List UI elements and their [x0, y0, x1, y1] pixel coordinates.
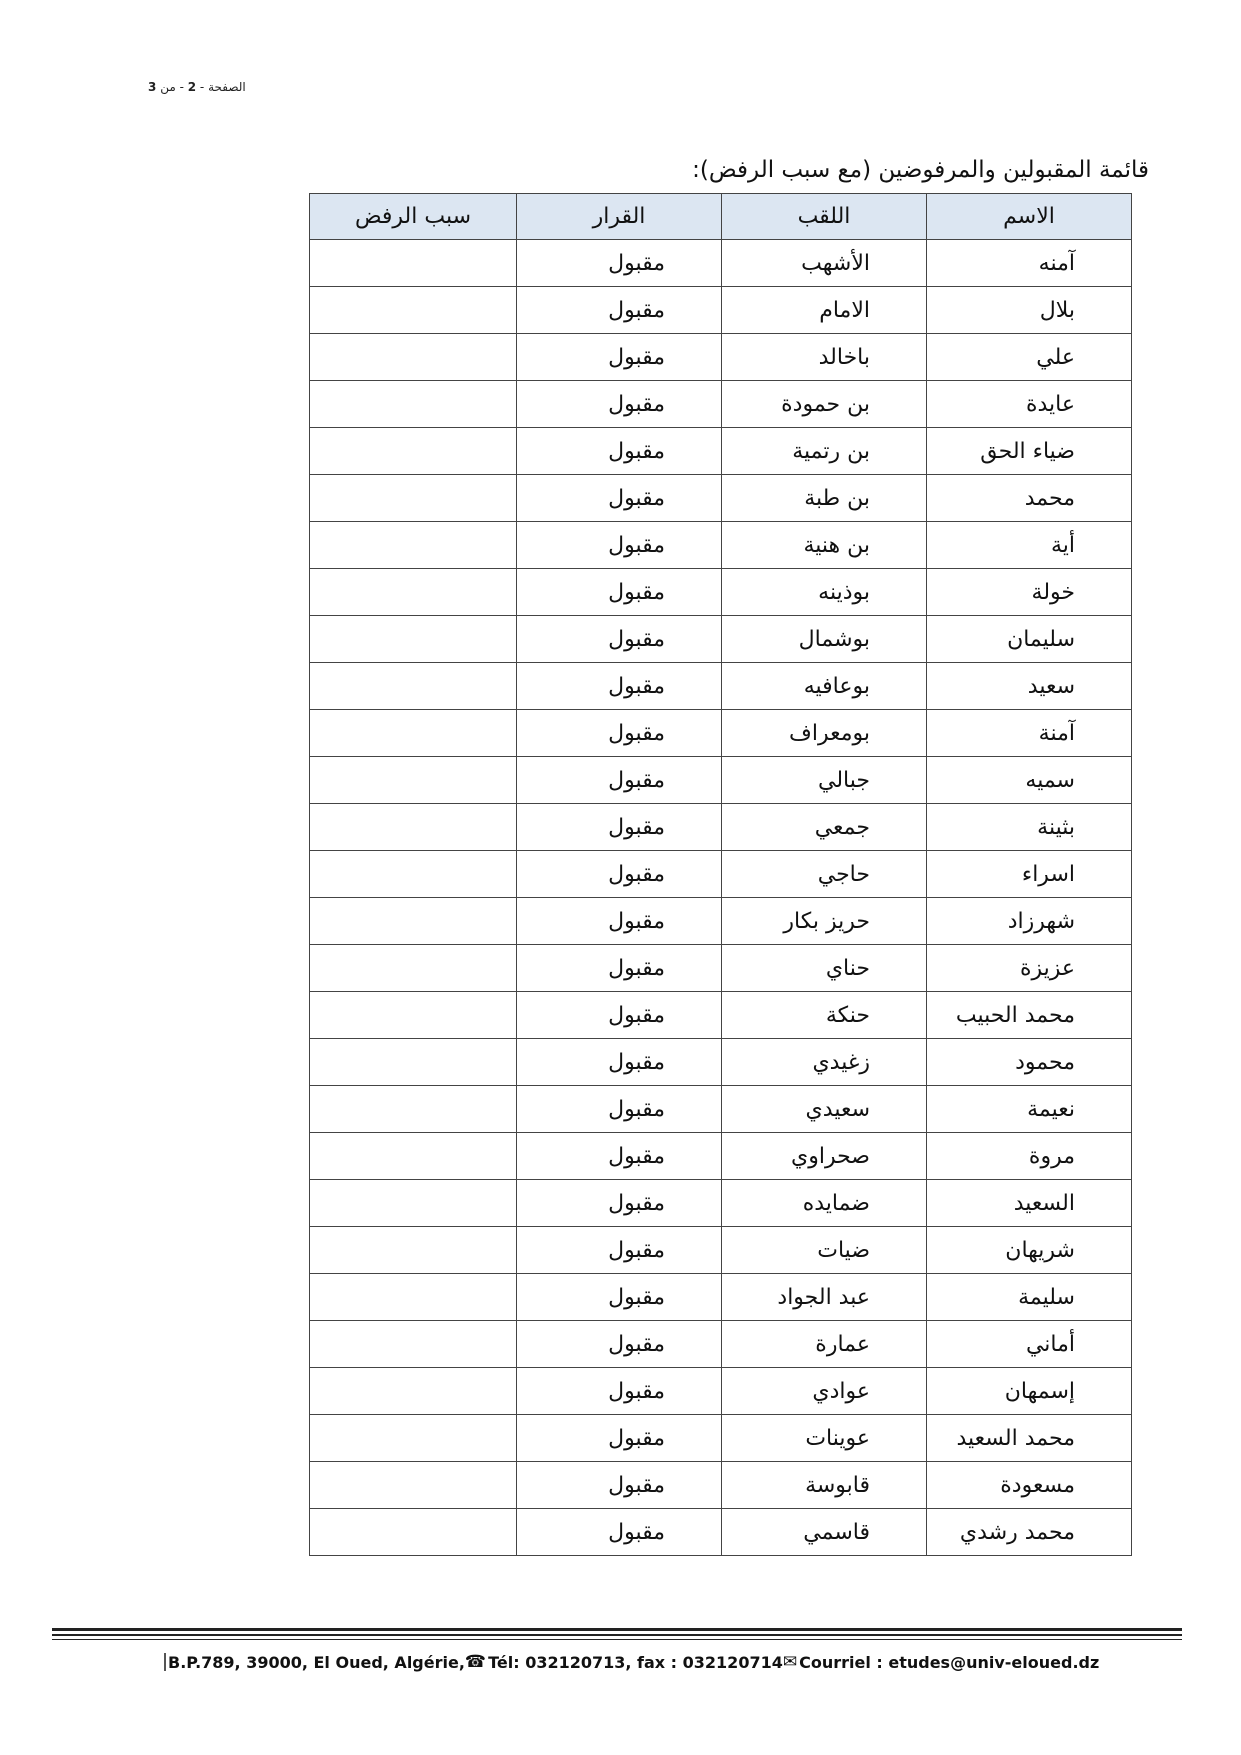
cell-name: شهرزاد — [927, 898, 1132, 945]
cell-reason — [310, 240, 517, 287]
cell-reason — [310, 804, 517, 851]
cell-decision: مقبول — [517, 804, 722, 851]
cell-reason — [310, 1180, 517, 1227]
table-row — [310, 616, 1132, 663]
cell-name: ضياء الحق — [927, 428, 1132, 475]
cell-name: أماني — [927, 1321, 1132, 1368]
cell-decision: مقبول — [517, 710, 722, 757]
cell-surname: باخالد — [722, 334, 927, 381]
page-number-prefix: الصفحة - — [199, 80, 246, 94]
cell-decision: مقبول — [517, 616, 722, 663]
cell-name: محمود — [927, 1039, 1132, 1086]
cell-reason — [310, 898, 517, 945]
cell-decision: مقبول — [517, 1227, 722, 1274]
table-row — [310, 1227, 1132, 1274]
envelope-icon: ✉ — [782, 1652, 798, 1672]
cell-reason — [310, 569, 517, 616]
cell-reason — [310, 1368, 517, 1415]
table-row — [310, 1509, 1132, 1556]
cell-name: مروة — [927, 1133, 1132, 1180]
cell-surname: قاسمي — [722, 1509, 927, 1556]
table-row — [310, 240, 1132, 287]
cell-surname: بن رتمية — [722, 428, 927, 475]
cell-surname: بوذينه — [722, 569, 927, 616]
cell-surname: زغيدي — [722, 1039, 927, 1086]
cell-reason — [310, 287, 517, 334]
table-row — [310, 475, 1132, 522]
header-name: الاسم — [927, 194, 1132, 240]
table-row — [310, 851, 1132, 898]
cell-surname: صحراوي — [722, 1133, 927, 1180]
table-row — [310, 1133, 1132, 1180]
cell-surname: بومعراف — [722, 710, 927, 757]
cell-name: بلال — [927, 287, 1132, 334]
cell-surname: بوشمال — [722, 616, 927, 663]
table-row — [310, 945, 1132, 992]
table-row — [310, 1462, 1132, 1509]
cell-reason — [310, 757, 517, 804]
cell-surname: عوينات — [722, 1415, 927, 1462]
cell-reason — [310, 475, 517, 522]
cell-name: عزيزة — [927, 945, 1132, 992]
cell-name: نعيمة — [927, 1086, 1132, 1133]
cell-decision: مقبول — [517, 381, 722, 428]
cell-name: السعيد — [927, 1180, 1132, 1227]
cell-surname: عوادي — [722, 1368, 927, 1415]
cell-name: سميه — [927, 757, 1132, 804]
cell-name: اسراء — [927, 851, 1132, 898]
cell-name: آمنة — [927, 710, 1132, 757]
cell-reason — [310, 851, 517, 898]
cell-name: محمد الحبيب — [927, 992, 1132, 1039]
table-row — [310, 334, 1132, 381]
cell-decision: مقبول — [517, 1462, 722, 1509]
table-row — [310, 757, 1132, 804]
cell-name: خولة — [927, 569, 1132, 616]
cell-surname: ضيات — [722, 1227, 927, 1274]
cell-surname: ضمايده — [722, 1180, 927, 1227]
cell-name: سعيد — [927, 663, 1132, 710]
cell-surname: حناي — [722, 945, 927, 992]
cell-reason — [310, 710, 517, 757]
cell-decision: مقبول — [517, 1509, 722, 1556]
page-number — [148, 80, 246, 94]
header-surname: اللقب — [722, 194, 927, 240]
cell-reason — [310, 945, 517, 992]
cell-decision: مقبول — [517, 1180, 722, 1227]
cell-reason — [310, 334, 517, 381]
cell-decision: مقبول — [517, 1321, 722, 1368]
cell-surname: جمعي — [722, 804, 927, 851]
table-row — [310, 898, 1132, 945]
footer-contact — [164, 1650, 1100, 1674]
cell-surname: سعيدي — [722, 1086, 927, 1133]
cell-surname: الأشهب — [722, 240, 927, 287]
table-row — [310, 1039, 1132, 1086]
cell-surname: بوعافيه — [722, 663, 927, 710]
cell-surname: قابوسة — [722, 1462, 927, 1509]
cell-surname: عبد الجواد — [722, 1274, 927, 1321]
cell-name: سليمة — [927, 1274, 1132, 1321]
table-row — [310, 522, 1132, 569]
table-row — [310, 1415, 1132, 1462]
cell-decision: مقبول — [517, 1039, 722, 1086]
cell-decision: مقبول — [517, 663, 722, 710]
cell-decision: مقبول — [517, 757, 722, 804]
table-row — [310, 663, 1132, 710]
cell-name: أية — [927, 522, 1132, 569]
cell-name: محمد — [927, 475, 1132, 522]
page-number-separator: - من — [160, 80, 184, 94]
header-decision: القرار — [517, 194, 722, 240]
cell-decision: مقبول — [517, 1133, 722, 1180]
table-row — [310, 1321, 1132, 1368]
list-heading: قائمة المقبولين والمرفوضين (مع سبب الرفض): — [692, 157, 1149, 183]
cell-surname: الامام — [722, 287, 927, 334]
table-row — [310, 992, 1132, 1039]
cell-surname: بن هنية — [722, 522, 927, 569]
cell-name: سليمان — [927, 616, 1132, 663]
cell-decision: مقبول — [517, 287, 722, 334]
cell-decision: مقبول — [517, 428, 722, 475]
table-body — [310, 240, 1132, 1556]
footer-phone: Tél: 032120713, fax : 032120714 — [488, 1652, 783, 1672]
cell-name: شريهان — [927, 1227, 1132, 1274]
footer-address: B.P.789, 39000, El Oued, Algérie, — [168, 1652, 465, 1672]
header-reason: سبب الرفض — [310, 194, 517, 240]
cell-reason — [310, 1227, 517, 1274]
cell-decision: مقبول — [517, 1368, 722, 1415]
cell-name: مسعودة — [927, 1462, 1132, 1509]
table-row — [310, 428, 1132, 475]
cell-reason — [310, 1509, 517, 1556]
footer-divider — [52, 1639, 1182, 1640]
cell-reason — [310, 992, 517, 1039]
cell-reason — [310, 428, 517, 475]
results-table — [309, 193, 1132, 1556]
cell-name: آمنه — [927, 240, 1132, 287]
cell-decision: مقبول — [517, 240, 722, 287]
cell-decision: مقبول — [517, 1274, 722, 1321]
cell-reason — [310, 381, 517, 428]
cell-decision: مقبول — [517, 1086, 722, 1133]
cell-reason — [310, 1415, 517, 1462]
mailbox-icon — [164, 1653, 166, 1671]
cell-surname: جبالي — [722, 757, 927, 804]
cell-decision: مقبول — [517, 522, 722, 569]
footer-divider — [52, 1634, 1182, 1636]
cell-reason — [310, 616, 517, 663]
cell-decision: مقبول — [517, 945, 722, 992]
cell-reason — [310, 1321, 517, 1368]
cell-decision: مقبول — [517, 898, 722, 945]
cell-surname: بن حمودة — [722, 381, 927, 428]
table-row — [310, 1086, 1132, 1133]
table-row — [310, 287, 1132, 334]
cell-decision: مقبول — [517, 569, 722, 616]
cell-reason — [310, 1086, 517, 1133]
cell-surname: حاجي — [722, 851, 927, 898]
table-header-row — [310, 194, 1132, 240]
telephone-icon: ☎ — [464, 1652, 487, 1672]
table-row — [310, 381, 1132, 428]
cell-reason — [310, 663, 517, 710]
footer-email: Courriel : etudes@univ-eloued.dz — [799, 1652, 1100, 1672]
page-number-total: 3 — [148, 80, 157, 94]
cell-decision: مقبول — [517, 1415, 722, 1462]
table-row — [310, 804, 1132, 851]
cell-name: علي — [927, 334, 1132, 381]
table-row — [310, 1368, 1132, 1415]
cell-reason — [310, 522, 517, 569]
table-row — [310, 1180, 1132, 1227]
cell-decision: مقبول — [517, 992, 722, 1039]
cell-name: بثينة — [927, 804, 1132, 851]
cell-decision: مقبول — [517, 334, 722, 381]
cell-reason — [310, 1133, 517, 1180]
table-row — [310, 569, 1132, 616]
cell-surname: حنكة — [722, 992, 927, 1039]
cell-reason — [310, 1274, 517, 1321]
table-row — [310, 1274, 1132, 1321]
cell-decision: مقبول — [517, 475, 722, 522]
cell-name: محمد رشدي — [927, 1509, 1132, 1556]
cell-decision: مقبول — [517, 851, 722, 898]
cell-name: محمد السعيد — [927, 1415, 1132, 1462]
cell-surname: بن طبة — [722, 475, 927, 522]
cell-surname: عمارة — [722, 1321, 927, 1368]
page-number-current: 2 — [187, 80, 197, 94]
footer-divider — [52, 1628, 1182, 1631]
cell-name: إسمهان — [927, 1368, 1132, 1415]
cell-reason — [310, 1039, 517, 1086]
table-row — [310, 710, 1132, 757]
cell-reason — [310, 1462, 517, 1509]
cell-surname: حريز بكار — [722, 898, 927, 945]
cell-name: عايدة — [927, 381, 1132, 428]
